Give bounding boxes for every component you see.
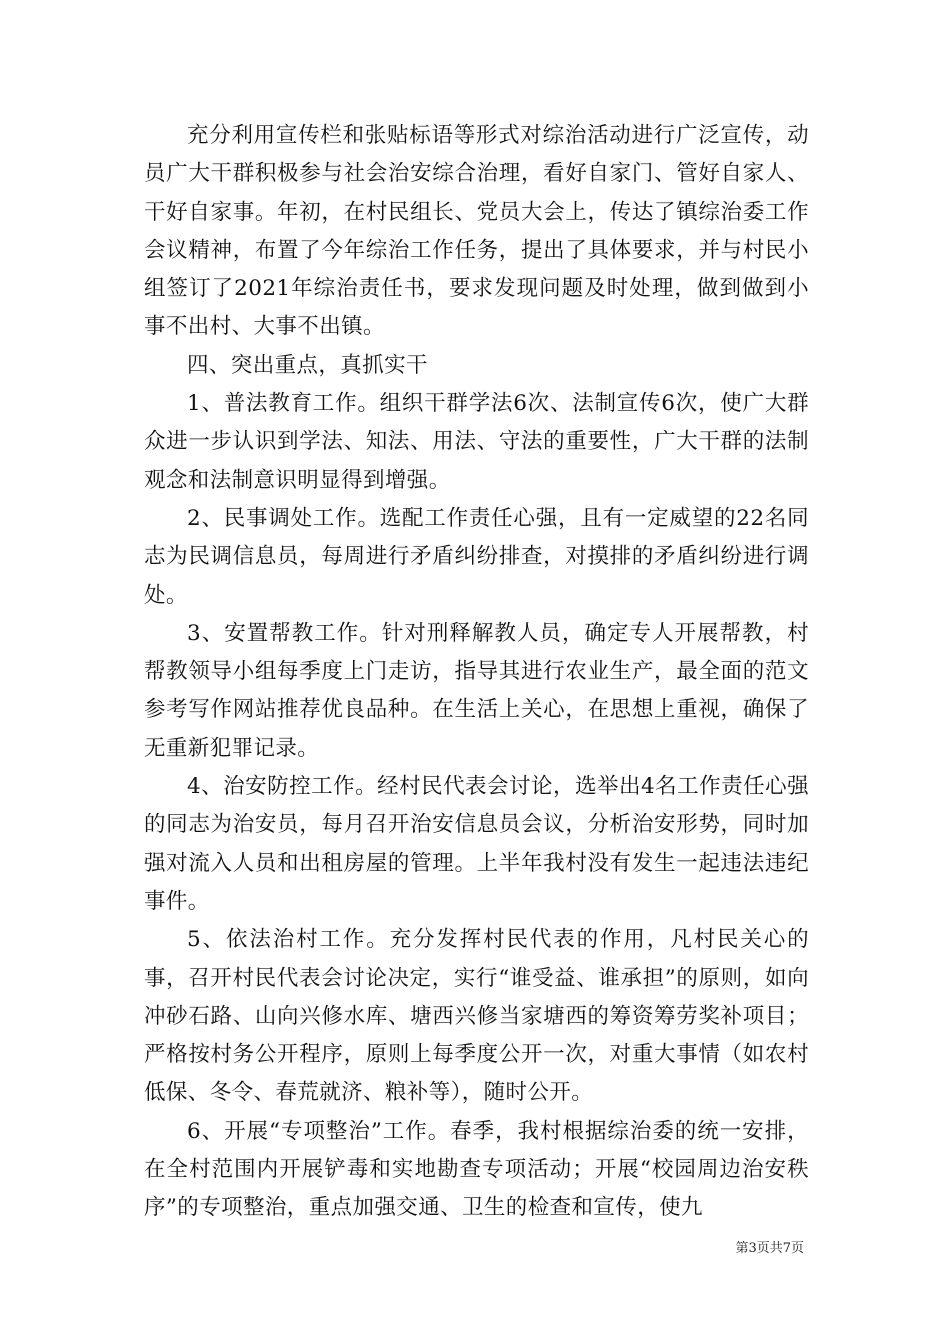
document-body	[144, 117, 809, 1228]
paragraph-civil-mediation: 2、民事调处工作。选配工作责任心强，且有一定威望的22名同志为民调信息员，每周进行矛盾纠纷排查，对摸排的矛盾纠纷进行调处。	[144, 505, 809, 608]
paragraph-special-campaign: 6、开展“专项整治”工作。春季，我村根据综治委的统一安排，在全村范围内开展铲毒和实地勘查专项活动；开展“校园周边治安秩序”的专项整治，重点加强交通、卫生的检查和宣传，使九	[144, 1118, 809, 1221]
section-heading-four: 四、突出重点，真抓实干	[187, 352, 428, 378]
paragraph-legal-education: 1、普法教育工作。组织干群学法6次、法制宣传6次，使广大群众进一步认识到学法、知法、用法、守法的重要性，广大干群的法制观念和法制意识明显得到增强。	[144, 391, 809, 493]
paragraph-resettlement: 3、安置帮教工作。针对刑释解教人员，确定专人开展帮教，村帮教领导小组每季度上门走访，指导其进行农业生产，最全面的范文参考写作网站推荐优良品种。在生活上关心，在思想上重视，确保了无重新犯罪记录。	[144, 620, 809, 761]
page-number-footer: 第3页共7页	[735, 1241, 804, 1256]
paragraph-publicity: 充分利用宣传栏和张贴标语等形式对综治活动进行广泛宣传，动员广大干群积极参与社会治安综合治理，看好自家门、管好自家人、干好自家事。年初，在村民组长、党员大会上，传达了镇综治委工作会议精神，布置了今年综治工作任务，提出了具体要求，并与村民小组签订了2021年综治责任书，要求发现问题及时处理，做到做到小事不出村、大事不出镇。	[144, 123, 809, 340]
paragraph-security-control: 4、治安防控工作。经村民代表会讨论，选举出4名工作责任心强的同志为治安员，每月召开治安信息员会议，分析治安形势，同时加强对流入人员和出租房屋的管理。上半年我村没有发生一起违法违纪事件。	[144, 774, 809, 914]
paragraph-rule-of-law: 5、依法治村工作。充分发挥村民代表的作用，凡村民关心的事，召开村民代表会讨论决定，实行“谁受益、谁承担”的原则，如向冲砂石路、山向兴修水库、塘西兴修当家塘西的筹资筹劳奖补项目；严格按村务公开程序，原则上每季度公开一次，对重大事情（如农村低保、冬令、春荒就济、粮补等），随时公开。	[144, 927, 809, 1106]
